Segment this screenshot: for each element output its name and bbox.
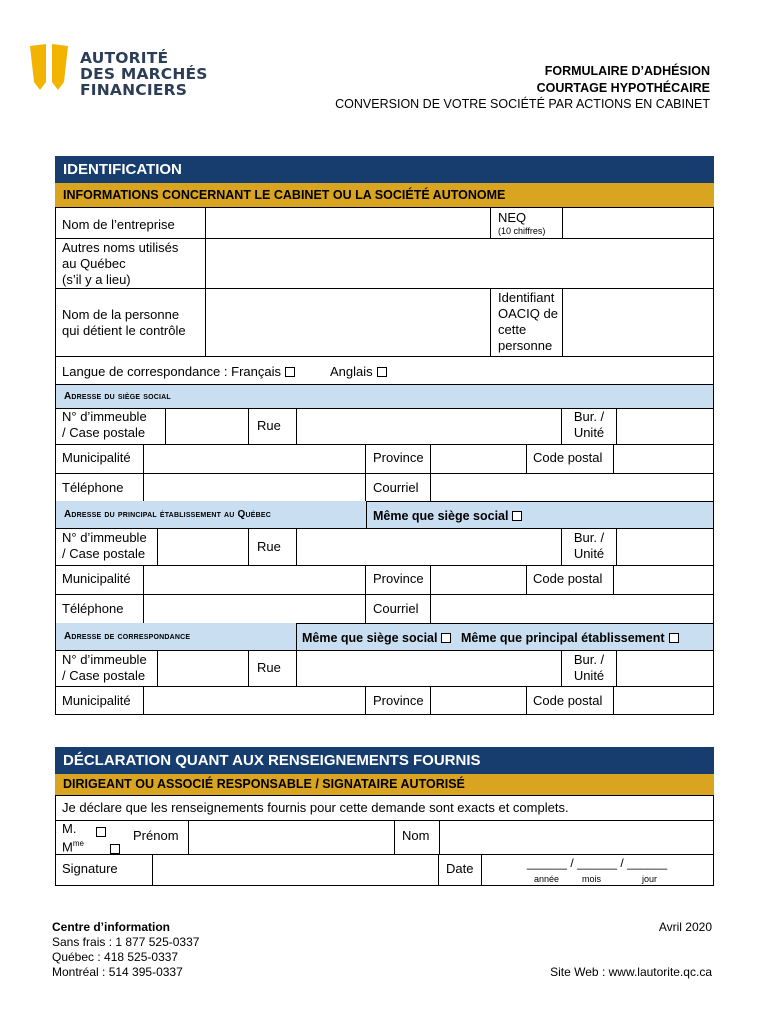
date-annee-label: année: [534, 874, 560, 884]
correspondance-province-label: Province: [373, 693, 424, 708]
principal-code-postal-field[interactable]: [613, 565, 714, 595]
principal-province-label: Province: [373, 571, 424, 586]
label-line: Nom de la personne: [62, 307, 180, 322]
controle-field[interactable]: [205, 288, 491, 357]
principal-courriel-label: Courriel: [373, 601, 419, 616]
m-label: M.: [62, 821, 77, 836]
label-line: OACIQ de: [498, 306, 558, 321]
signature-label: Signature: [62, 861, 118, 876]
siege-title: Adresse du siège social: [64, 391, 171, 402]
correspondance-province-field[interactable]: [430, 686, 527, 715]
correspondance-title: Adresse de correspondance: [64, 631, 191, 642]
correspondance-code-postal-field[interactable]: [613, 686, 714, 715]
siege-immeuble-label: [62, 409, 147, 441]
date-mois-label: mois: [582, 874, 602, 884]
label-line: Bur. /: [573, 652, 605, 667]
siege-bur-label: [562, 409, 616, 441]
principal-immeuble-field[interactable]: [157, 528, 249, 566]
label-line: / Case postale: [62, 425, 146, 440]
principal-bur-label: [562, 530, 616, 562]
oaciq-label: [498, 290, 558, 354]
principal-rue-field[interactable]: [296, 528, 562, 566]
label-line: (s’il y a lieu): [62, 272, 131, 287]
form-title: FORMULAIRE D’ADHÉSION: [544, 64, 710, 78]
correspondance-bur-field[interactable]: [616, 650, 714, 687]
label-line: N° d’immeuble: [62, 409, 147, 424]
principal-bur-field[interactable]: [616, 528, 714, 566]
label-line: cette: [498, 322, 527, 337]
langue-anglais: [330, 364, 387, 380]
label-line: Unité: [573, 425, 605, 440]
label-line: qui détient le contrôle: [62, 323, 186, 338]
label-line: / Case postale: [62, 546, 146, 561]
anglais-label: Anglais: [330, 364, 373, 379]
principal-telephone-field[interactable]: [143, 594, 366, 624]
principal-immeuble-label: [62, 530, 147, 562]
label-line: Unité: [573, 546, 605, 561]
siege-telephone-field[interactable]: [143, 473, 366, 502]
date-format-line: ______ / ______ / ______: [527, 856, 668, 870]
label-line: Bur. /: [573, 409, 605, 424]
principal-province-field[interactable]: [430, 565, 527, 595]
form-description: CONVERSION DE VOTRE SOCIÉTÉ PAR ACTIONS EN CABINET: [335, 97, 710, 111]
siege-code-postal-label: Code postal: [533, 450, 603, 465]
siege-courriel-field[interactable]: [430, 473, 714, 502]
nom-field[interactable]: [439, 820, 714, 855]
correspondance-rue-field[interactable]: [296, 650, 562, 687]
same-siege-label: Même que siège social: [302, 631, 438, 645]
footer-contact: [52, 920, 199, 980]
autres-noms-field[interactable]: [205, 238, 714, 289]
label-line: / Case postale: [62, 668, 146, 683]
siege-municipalite-label: Municipalité: [62, 450, 131, 465]
principal-rue-label: Rue: [257, 539, 281, 554]
nom-label: Nom: [402, 828, 430, 843]
correspondance-same-principal: [461, 630, 679, 646]
mme-label: M: [62, 839, 73, 855]
same-siege-label: Même que siège social: [373, 509, 509, 523]
francais-checkbox[interactable]: [285, 367, 295, 377]
declaration-heading: DÉCLARATION QUANT AUX RENSEIGNEMENTS FOURNIS: [55, 747, 714, 774]
correspondance-immeuble-label: [62, 652, 147, 684]
siege-rue-field[interactable]: [296, 408, 562, 445]
m-checkbox[interactable]: [96, 827, 106, 837]
nom-entreprise-field[interactable]: [205, 207, 491, 239]
logo-line: FINANCIERS: [80, 81, 188, 99]
label-line: Identifiant: [498, 290, 555, 305]
amf-logo-icon: [30, 44, 72, 90]
neq-note: (10 chiffres): [498, 226, 546, 236]
siege-immeuble-field[interactable]: [165, 408, 249, 445]
declaration-subheading: DIRIGEANT OU ASSOCIÉ RESPONSABLE / SIGNATAIRE AUTORISÉ: [55, 774, 714, 795]
siege-telephone-label: Téléphone: [62, 480, 124, 495]
siege-heading: [55, 385, 714, 409]
principal-same-siege-checkbox[interactable]: [512, 511, 522, 521]
principal-courriel-field[interactable]: [430, 594, 714, 624]
logo-line: AUTORITÉ: [80, 49, 169, 67]
principal-same-siege: [373, 508, 522, 524]
langue-label: Langue de correspondance : Français: [62, 364, 281, 379]
correspondance-code-postal-label: Code postal: [533, 693, 603, 708]
correspondance-municipalite-field[interactable]: [143, 686, 366, 715]
correspondance-same-siege-checkbox[interactable]: [441, 633, 451, 643]
logo-line: DES MARCHÉS: [80, 65, 208, 83]
siege-courriel-label: Courriel: [373, 480, 419, 495]
amf-logo-text: [80, 50, 208, 98]
label-line: Unité: [573, 668, 605, 683]
identification-heading: IDENTIFICATION: [55, 156, 714, 183]
centre-information: Centre d’information: [52, 920, 171, 934]
label-line: au Québec: [62, 256, 126, 271]
langue-francais: [62, 364, 295, 380]
siege-rue-label: Rue: [257, 418, 281, 433]
civilite-mme: [62, 836, 84, 855]
autres-noms-label: [62, 240, 178, 288]
label-line: N° d’immeuble: [62, 530, 147, 545]
controle-label: [62, 307, 186, 339]
mme-sup: me: [72, 839, 84, 848]
cabinet-subheading: INFORMATIONS CONCERNANT LE CABINET OU LA SOCIÉTÉ AUTONOME: [55, 183, 714, 207]
nom-entreprise-label: Nom de l’entreprise: [62, 217, 175, 232]
label-line: personne: [498, 338, 553, 353]
neq-field[interactable]: [562, 207, 714, 239]
correspondance-bur-label: [562, 652, 616, 684]
declaration-statement: Je déclare que les renseignements fournis pour cette demande sont exacts et complets.: [62, 800, 569, 815]
quebec-phone: Québec : 418 525-0337: [52, 950, 179, 964]
siege-code-postal-field[interactable]: [613, 444, 714, 474]
label-line: N° d’immeuble: [62, 652, 147, 667]
footer-date: Avril 2020: [658, 920, 712, 934]
principal-telephone-label: Téléphone: [62, 601, 124, 616]
oaciq-field[interactable]: [562, 288, 714, 357]
correspondance-immeuble-field[interactable]: [157, 650, 249, 687]
form-subtitle: COURTAGE HYPOTHÉCAIRE: [536, 81, 710, 95]
signature-field[interactable]: [152, 854, 439, 886]
correspondance-same-siege: [302, 630, 451, 646]
label-line: Autres noms utilisés: [62, 240, 179, 255]
principal-municipalite-label: Municipalité: [62, 571, 131, 586]
neq-label: NEQ: [498, 210, 527, 225]
same-principal-label: Même que principal établissement: [461, 631, 665, 645]
anglais-checkbox[interactable]: [377, 367, 387, 377]
civilite-m: [62, 821, 76, 837]
siege-province-label: Province: [373, 450, 424, 465]
date-label: Date: [446, 861, 474, 876]
principal-code-postal-label: Code postal: [533, 571, 603, 586]
footer-website[interactable]: Site Web : www.lautorite.qc.ca: [550, 965, 712, 979]
montreal-phone: Montréal : 514 395-0337: [52, 965, 183, 979]
date-jour-label: jour: [642, 874, 658, 884]
principal-title: Adresse du principal établissement au Québec: [64, 509, 272, 520]
siege-bur-field[interactable]: [616, 408, 714, 445]
prenom-field[interactable]: [188, 820, 395, 855]
principal-municipalite-field[interactable]: [143, 565, 366, 595]
label-line: Bur. /: [573, 530, 605, 545]
prenom-label: Prénom: [133, 828, 179, 843]
correspondance-same-principal-checkbox[interactable]: [669, 633, 679, 643]
siege-municipalite-field[interactable]: [143, 444, 366, 474]
mme-checkbox[interactable]: [110, 844, 120, 854]
correspondance-rue-label: Rue: [257, 660, 281, 675]
sans-frais: Sans frais : 1 877 525-0337: [52, 935, 200, 949]
correspondance-municipalite-label: Municipalité: [62, 693, 131, 708]
siege-province-field[interactable]: [430, 444, 527, 474]
